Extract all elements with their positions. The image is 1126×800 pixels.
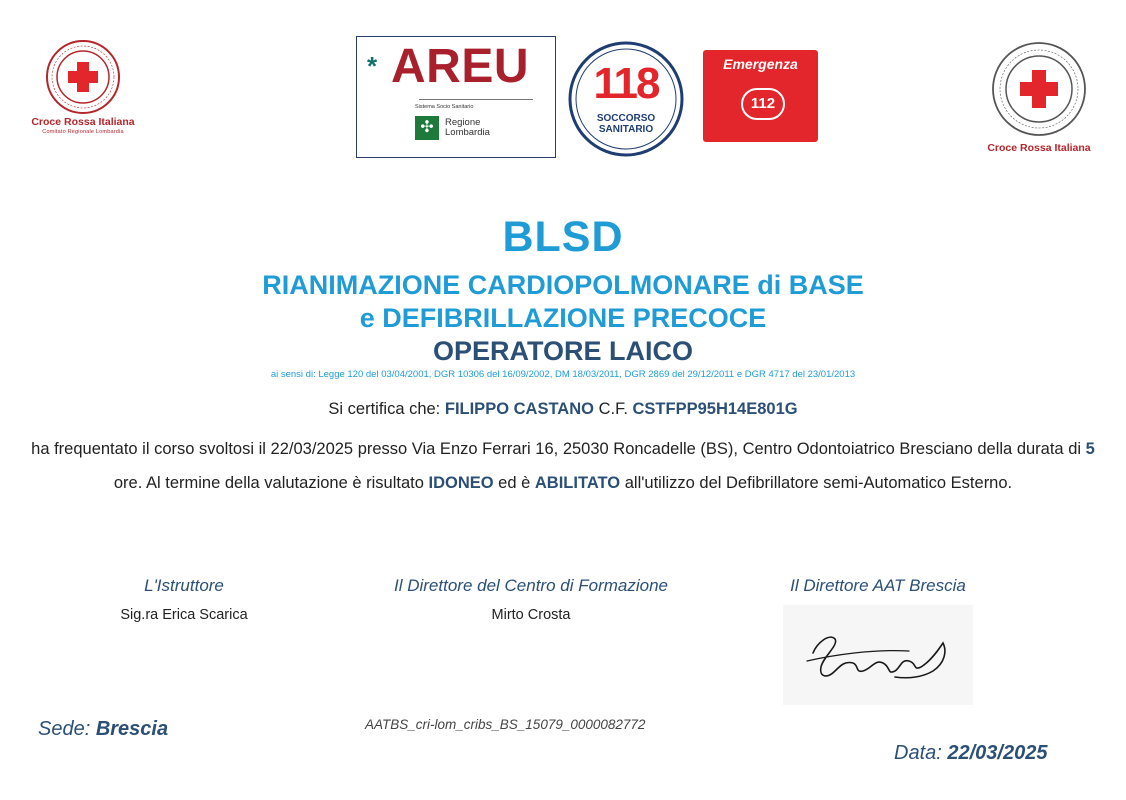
director-role: Il Direttore del Centro di Formazione [393,576,668,595]
logo-112-title: Emergenza [723,56,798,72]
signature-image [783,605,973,705]
certificate-code: AATBS_cri-lom_cribs_BS_15079_0000082772 [365,717,646,732]
title-line-3: OPERATORE LAICO [432,336,694,366]
result-idoneo: IDONEO [428,474,494,492]
title-line-2: e DEFIBRILLAZIONE PRECOCE [359,303,767,333]
areu-system: Sistema Socio Sanitario [415,104,474,110]
handwritten-signature [783,605,973,705]
person-name: FILIPPO CASTANO [444,400,594,418]
para-text-d: all'utilizzo del Defibrillatore semi-Automatico Esterno. [624,474,1013,492]
certification-paragraph [20,432,1106,500]
law-reference: ai sensi di: Legge 120 del 03/04/2001, DGR 10306 del 16/09/2002, DM 18/03/2011, DGR 2869 del 29/12/2011 e DGR 4717 del 23/01/2013 [270,369,856,380]
cri-sub-left: Comitato Regionale Lombardia [42,129,124,135]
date-value: 22/03/2025 [947,742,1048,764]
cri-logo-right [975,40,1103,154]
instructor-role: L'Istruttore [144,576,224,595]
areu-word: AREU [391,40,530,93]
title-line-1: RIANIMAZIONE CARDIOPOLMONARE di BASE [262,270,864,300]
cri-emblem-icon [44,38,122,116]
cri-logo-left [20,38,146,135]
logo-112 [703,50,818,142]
course-hours: 5 [1085,440,1095,458]
cri-name-left: Croce Rossa Italiana [31,116,135,128]
logo-118 [566,40,686,158]
cri-emblem-icon [990,40,1088,138]
para-text-a: ha frequentato il corso svoltosi il 22/03/2025 presso Via Enzo Ferrari 16, 25030 Roncadelle (BS), Centro Odontoiatrico Bresciano della durata di [31,440,1082,458]
fiscal-code: CSTFPP95H14E801G [632,400,798,418]
areu-logo [356,36,556,158]
certification-line [0,400,1126,419]
regione-lombardia-icon: ✣ [415,116,439,140]
result-abilitato: ABILITATO [534,474,621,492]
areu-star-icon: * [367,51,378,81]
aat-director-role: Il Direttore AAT Brescia [790,576,966,595]
para-text-b: ore. Al termine della valutazione è risultato [113,474,424,492]
title-blsd: BLSD [502,213,624,261]
cri-name-right: Croce Rossa Italiana [987,142,1091,154]
sede [38,718,168,741]
areu-divider [419,99,533,100]
logo-112-number: 112 [741,88,785,120]
para-text-c: ed è [498,474,531,492]
issue-date [894,742,1047,765]
logo-118-number: 118 [593,59,659,108]
logo-118-text: SOCCORSO SANITARIO [596,113,656,135]
areu-region: Regione Lombardia [445,117,490,138]
sede-value: Brescia [95,718,169,740]
date-label: Data: [894,742,942,764]
cf-label: C.F. [598,400,628,418]
sede-label: Sede: [38,718,91,740]
instructor-name: Sig.ra Erica Scarica [120,607,248,623]
director-name: Mirto Crosta [491,607,571,623]
cert-prefix: Si certifica che: [328,400,441,418]
